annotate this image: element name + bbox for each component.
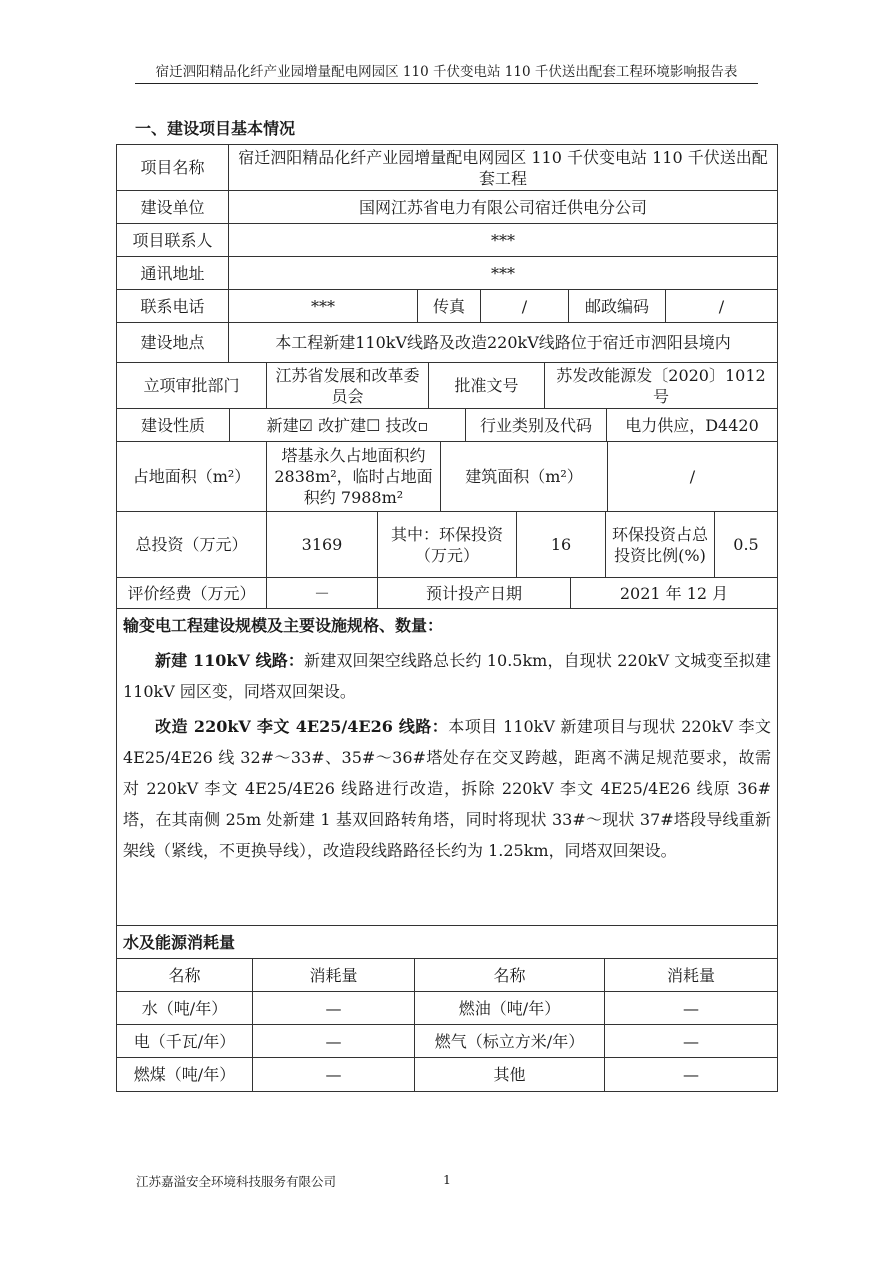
energy-header-amount-1: 消耗量: [253, 959, 415, 991]
contact-value: ***: [491, 230, 515, 250]
energy-header-amount-2: 消耗量: [666, 965, 715, 985]
table-row: [117, 409, 777, 442]
location-label: 建设地点: [117, 323, 229, 362]
energy-cell: —: [253, 1025, 415, 1057]
table-row: [117, 257, 777, 290]
phone-label: 联系电话: [117, 290, 229, 322]
address-label: 通讯地址: [117, 257, 229, 289]
table-row: [117, 290, 777, 323]
land-label: 占地面积（m²）: [117, 442, 267, 511]
table-row: [117, 363, 777, 409]
contact-label: 项目联系人: [117, 224, 229, 256]
env-ratio-value: 0.5: [733, 535, 759, 554]
footer-company: 江苏嘉溢安全环境科技服务有限公司: [136, 1174, 337, 1189]
building-label: 建筑面积（m²）: [441, 442, 608, 511]
scale-p1-heading: 新建 110kV 线路：: [155, 651, 305, 670]
scale-p2-heading: 改造 220kV 李文 4E25/4E26 线路：: [155, 717, 449, 736]
table-row: [117, 578, 777, 609]
page-number: 1: [443, 1172, 451, 1187]
energy-cell: 燃煤（吨/年）: [117, 1058, 253, 1091]
phone-value: ***: [229, 290, 418, 322]
table-row: [117, 224, 777, 257]
basic-info-table: [116, 144, 778, 1092]
land-value: 塔基永久占地面积约 2838m²，临时占地面积约 7988m²: [267, 442, 441, 511]
energy-cell: —: [253, 992, 415, 1024]
op-date-value: 2021 年 12 月: [619, 583, 729, 603]
approval-dept-label: 立项审批部门: [117, 363, 267, 408]
project-name-label: 项目名称: [117, 145, 229, 190]
scale-p1-text: 新建双回架空线路总长约 10.5km，自现状 220kV 文城变至拟建 110kV 园区变，同塔双回架设。: [123, 651, 771, 701]
table-row: [117, 1025, 777, 1058]
location-value: 本工程新建110kV线路及改造220kV线路位于宿迁市泗阳县境内: [275, 333, 731, 352]
eval-fee-label: 评价经费（万元）: [117, 578, 267, 608]
unit-value: 国网江苏省电力有限公司宿迁供电分公司: [358, 197, 647, 217]
scale-paragraph-2: [123, 711, 771, 866]
scale-description: [117, 609, 777, 925]
scale-p2-text: 本项目 110kV 新建项目与现状 220kV 李文 4E25/4E26 线 32#～33#、35#～36#塔处存在交叉跨越，距离不满足规范要求，故需对 220kV 李文 4E25/4E26 线路进行改造，拆除 220kV 李文 4E25/4E26 线原 36#塔，在其南侧 25m 处新建 1 基双回路转角塔，同时将现状 33#～现状 37#塔段导线重新架线（紧线，不更换导线），改造段线路路径长约为 1.25km，同塔双回架设。: [123, 717, 771, 860]
nature-label: 建设性质: [117, 409, 230, 441]
building-value: /: [689, 467, 696, 486]
approval-no-value: 苏发改能源发〔2020〕1012 号: [556, 365, 766, 406]
industry-label: 行业类别及代码: [466, 409, 607, 441]
energy-header-row: [117, 959, 777, 992]
table-row: [117, 442, 777, 512]
fax-label: 传真: [418, 290, 481, 322]
energy-cell: —: [683, 1031, 699, 1051]
energy-cell: 其他: [415, 1058, 605, 1091]
env-ratio-label: 环保投资占总投资比例(%): [606, 512, 715, 577]
address-value: ***: [491, 263, 515, 283]
table-row: [117, 1058, 777, 1091]
table-row: [117, 145, 777, 191]
page-header: 宿迁泗阳精品化纤产业园增量配电网园区 110 千伏变电站 110 千伏送出配套工程环境影响报告表: [135, 62, 758, 84]
env-invest-value: 16: [517, 512, 606, 577]
op-date-label: 预计投产日期: [378, 578, 571, 608]
unit-label: 建设单位: [117, 191, 229, 223]
industry-value: 电力供应，D4420: [625, 415, 759, 435]
table-row: [117, 191, 777, 224]
postcode-label: 邮政编码: [569, 290, 666, 322]
fax-value: /: [481, 290, 569, 322]
energy-cell: —: [253, 1058, 415, 1091]
table-row: [117, 926, 777, 959]
energy-cell: 水（吨/年）: [117, 992, 253, 1024]
postcode-value: /: [718, 296, 725, 316]
eval-fee-value: －: [267, 578, 378, 608]
energy-cell: —: [683, 998, 699, 1018]
energy-header-name-2: 名称: [415, 959, 605, 991]
invest-value: 3169: [267, 512, 378, 577]
energy-cell: 电（千瓦/年）: [117, 1025, 253, 1057]
table-row: [117, 609, 777, 926]
section-title: 一、建设项目基本情况: [135, 119, 296, 138]
scale-title: 输变电工程建设规模及主要设施规格、数量：: [123, 616, 444, 635]
approval-no-label: 批准文号: [429, 363, 545, 408]
nature-value: 新建☑ 改扩建☐ 技改▫: [230, 409, 466, 441]
energy-cell: 燃气（标立方米/年）: [415, 1025, 605, 1057]
approval-dept-value: 江苏省发展和改革委员会: [267, 363, 429, 408]
env-invest-label: 其中：环保投资（万元）: [378, 512, 517, 577]
scale-paragraph-1: [123, 645, 771, 707]
table-row: [117, 323, 777, 363]
invest-label: 总投资（万元）: [117, 512, 267, 577]
energy-header-name-1: 名称: [117, 959, 253, 991]
energy-cell: —: [683, 1065, 699, 1084]
energy-cell: 燃油（吨/年）: [415, 992, 605, 1024]
project-name-value: 宿迁泗阳精品化纤产业园增量配电网园区 110 千伏变电站 110 千伏送出配套工程: [238, 147, 768, 188]
energy-title: 水及能源消耗量: [123, 932, 236, 952]
table-row: [117, 992, 777, 1025]
table-row: [117, 512, 777, 578]
